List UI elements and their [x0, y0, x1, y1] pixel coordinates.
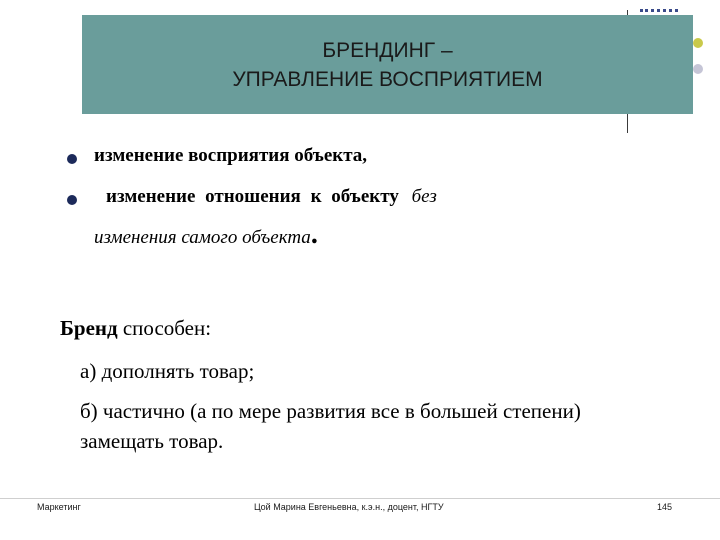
slide-title-line-1: БРЕНДИНГ –: [322, 38, 453, 62]
bullet-text: изменение восприятия объекта,: [94, 145, 368, 166]
bullet-icon: [67, 195, 77, 205]
bullet-emphasis: без: [411, 186, 437, 207]
brand-heading-rest: способен:: [117, 316, 212, 340]
brand-heading: [60, 314, 211, 342]
brand-term: Бренд: [60, 316, 118, 340]
footer-course: Маркетинг: [37, 502, 81, 512]
footer-author: Цой Марина Евгеньевна, к.э.н., доцент, НГТУ: [254, 502, 444, 512]
decorative-circle-olive: [693, 38, 703, 48]
brand-item-b: б) частично (а по мере развития все в большей степени) замещать товар.: [80, 399, 581, 453]
bullet-continuation: [94, 219, 318, 250]
footer-divider: [0, 498, 720, 499]
slide-title-line-2: УПРАВЛЕНИЕ ВОСПРИЯТИЕМ: [232, 67, 543, 91]
bullet-icon: [67, 154, 77, 164]
bullet-period: .: [310, 219, 318, 250]
bullet-continuation-text: изменения самого объекта: [94, 227, 311, 248]
decorative-circle-lavender: [693, 64, 703, 74]
bullet-text: изменение отношения к объекту: [106, 186, 399, 207]
footer-page-number: 145: [657, 502, 673, 512]
brand-item-a: а) дополнять товар;: [80, 359, 255, 383]
slide-title-banner: [82, 15, 693, 114]
